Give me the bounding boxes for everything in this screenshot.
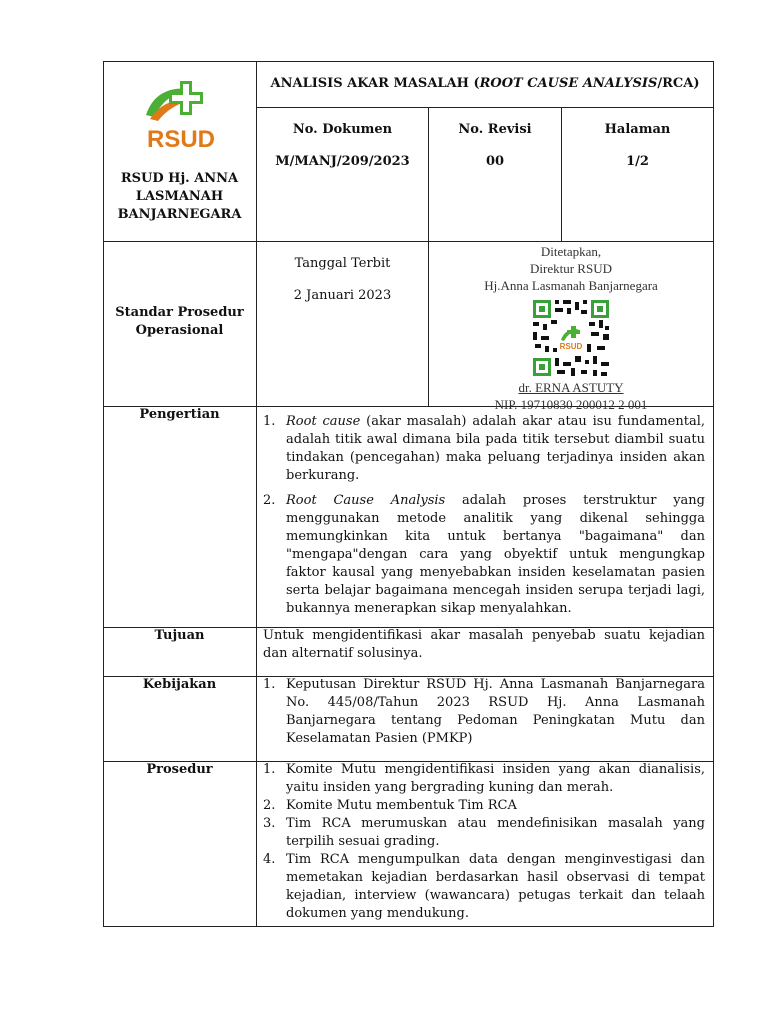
prosedur-item-2 <box>263 797 705 815</box>
item-number: 4. <box>263 852 276 867</box>
no-dokumen-label: No. Dokumen <box>292 122 393 137</box>
sop-label <box>103 304 256 340</box>
tanggal-terbit-value: 2 Januari 2023 <box>293 288 392 303</box>
kebijakan-list <box>263 676 705 748</box>
item-text: Tim RCA mengumpulkan data dengan menginvestigasi dan memetakan kejadian berdasarkan hasil observasi di tempat kejadian, interview (wawancara) petugas terkait dan telaah dokumen yang mendukung. <box>286 852 705 921</box>
hospital-name-line1: RSUD Hj. ANNA <box>120 171 239 186</box>
item-text: Komite Mutu mengidentifikasi insiden yang akan dianalisis, yaitu insiden yang bergrading kuning dan merah. <box>286 762 705 795</box>
pengertian-item-1 <box>263 413 705 485</box>
kebijakan-label: Kebijakan <box>142 677 217 692</box>
ditetapkan-text: Ditetapkan, <box>540 244 602 259</box>
item-text: Komite Mutu membentuk Tim RCA <box>286 798 517 813</box>
prosedur-item-3 <box>263 815 705 851</box>
item-number: 1. <box>263 677 276 692</box>
approval-stamp <box>429 243 713 413</box>
sop-label-line2: Operasional <box>135 323 224 338</box>
jabatan-text: Direktur RSUD <box>530 261 612 276</box>
tanggal-terbit-label: Tanggal Terbit <box>294 256 391 271</box>
prosedur-item-1 <box>263 761 705 797</box>
no-dokumen-value: M/MANJ/209/2023 <box>275 154 410 169</box>
signer-name: dr. ERNA ASTUTY <box>518 380 624 395</box>
term-italic: Root Cause Analysis <box>286 493 446 508</box>
rsud-logo <box>136 75 226 155</box>
signer-nip: NIP. 19710830 200012 2 001 <box>494 397 648 412</box>
qr-logo-text: RSUD <box>559 342 583 351</box>
column-divider <box>256 61 257 927</box>
item-number: 2. <box>263 493 276 508</box>
title-italic: ROOT CAUSE ANALYSIS <box>479 76 658 91</box>
pengertian-list <box>263 413 705 618</box>
hospital-name <box>103 170 256 224</box>
border-bottom <box>103 926 714 927</box>
rsud-logo-graphic <box>136 75 226 155</box>
tujuan-label: Tujuan <box>154 628 205 643</box>
pengertian-label: Pengertian <box>139 407 220 422</box>
kebijakan-item-1 <box>263 676 705 748</box>
title-suffix: /RCA) <box>657 76 700 91</box>
item-number: 3. <box>263 816 276 831</box>
item-number: 1. <box>263 414 276 429</box>
term-italic: Root cause <box>286 414 361 429</box>
instansi-text: Hj.Anna Lasmanah Banjarnegara <box>484 278 658 293</box>
item-text: Keputusan Direktur RSUD Hj. Anna Lasmanah Banjarnegara No. 445/08/Tahun 2023 RSUD Hj. Anna Lasmanah Banjarnegara tentang Pedoman Peningkatan Mutu dan Keselamatan Pasien (PMKP) <box>286 677 705 746</box>
document-title <box>257 75 713 93</box>
halaman-value: 1/2 <box>626 154 649 169</box>
prosedur-label: Prosedur <box>146 762 213 777</box>
halaman-label: Halaman <box>604 122 671 137</box>
item-text: (akar masalah) adalah akar atau isu fundamental, adalah titik awal dimana bila pada titik tersebut diambil suatu tindakan (pencegahan) maka peluang terjadinya insiden akan berkurang. <box>286 414 705 483</box>
item-number: 2. <box>263 798 276 813</box>
no-revisi-label: No. Revisi <box>458 122 532 137</box>
item-text: Tim RCA merumuskan atau mendefinisikan masalah yang terpilih sesuai grading. <box>286 816 705 849</box>
prosedur-list <box>263 761 705 923</box>
border-right <box>713 61 714 927</box>
hospital-name-line2: LASMANAH <box>135 189 224 204</box>
qr-code-graphic <box>531 298 611 378</box>
prosedur-item-4 <box>263 851 705 923</box>
sop-label-line1: Standar Prosedur <box>115 305 244 320</box>
title-divider <box>256 107 714 108</box>
item-text: adalah proses terstruktur yang menggunakan metode analitik yang dikenal sehingga memungkinkan kita untuk bertanya "bagaimana" dan "mengapa"dengan cara yang obyektif untuk mengungkap faktor kausal yang menyebabkan insiden keselamatan pasien serta belajar bagaimana mencegah insiden serupa terjadi lagi, bukannya menerapkan sikap menyalahkan. <box>286 493 705 616</box>
row-separator-header <box>103 241 714 242</box>
item-number: 1. <box>263 762 276 777</box>
title-prefix: ANALISIS AKAR MASALAH ( <box>270 76 480 91</box>
sop-document <box>103 61 714 927</box>
pengertian-item-2 <box>263 492 705 618</box>
qr-code <box>531 298 611 378</box>
hospital-name-line3: BANJARNEGARA <box>117 207 242 222</box>
no-revisi-value: 00 <box>485 154 505 169</box>
logo-text: RSUD <box>146 126 216 153</box>
border-top <box>103 61 714 62</box>
tujuan-text: Untuk mengidentifikasi akar masalah penyebab suatu kejadian dan alternatif solusinya. <box>263 628 705 661</box>
